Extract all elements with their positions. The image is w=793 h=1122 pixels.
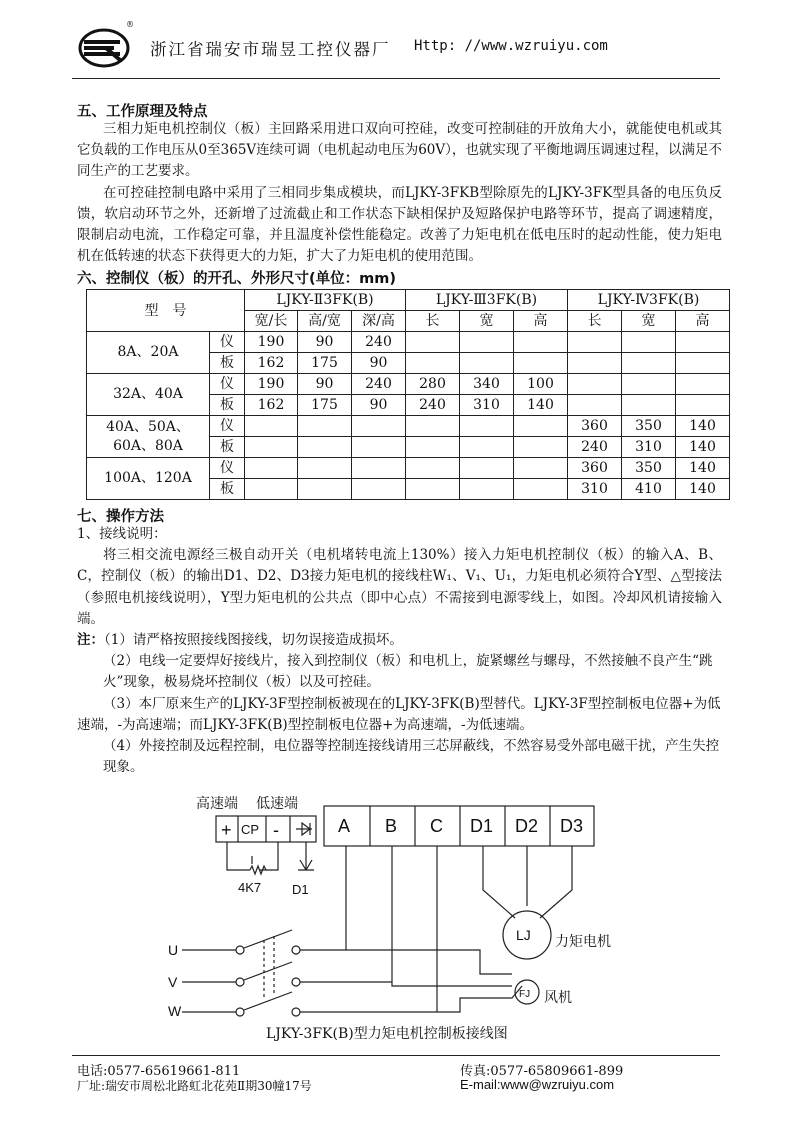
table-cell (568, 395, 622, 416)
table-kind-cell: 板 (210, 479, 245, 500)
table-cell: 240 (352, 374, 406, 395)
table-cell: 410 (622, 479, 676, 500)
header-divider (72, 78, 720, 79)
table-cell: 360 (568, 458, 622, 479)
table-cell: 162 (245, 353, 298, 374)
table-cell: 190 (245, 332, 298, 353)
table-cell (406, 353, 460, 374)
section6-title: 六、控制仪（板）的开孔、外形尺寸(单位：mm) (77, 271, 396, 287)
table-kind-cell: 仪 (210, 416, 245, 437)
table-cell (245, 479, 298, 500)
table-cell: 240 (406, 395, 460, 416)
table-sub-header: 长 (406, 311, 460, 332)
note-2: （2）电线一定要焊好接线片，接入到控制仪（板）和电机上，旋紧螺丝与螺母，不然接触不良产生“跳火”现象，极易烧坏控制仪（板）以及可控硅。 (103, 653, 713, 691)
table-cell: 90 (298, 374, 352, 395)
table-cell: 140 (676, 437, 730, 458)
table-cell: 140 (514, 395, 568, 416)
table-cell: 175 (298, 353, 352, 374)
table-cell: 240 (568, 437, 622, 458)
section5-title: 五、工作原理及特点 (77, 104, 208, 120)
table-cell: 140 (676, 479, 730, 500)
table-cell (245, 437, 298, 458)
terminal-diode-icon (296, 823, 312, 835)
note-label: 注： (77, 632, 104, 649)
table-cell (352, 416, 406, 437)
note-1-text: （1）请严格按照接线图接线，切勿误接造成损坏。 (104, 632, 403, 649)
table-cell (245, 458, 298, 479)
table-cell: 310 (460, 395, 514, 416)
table-cell: 280 (406, 374, 460, 395)
terminal-b: B (385, 816, 398, 836)
led-label: D1 (292, 882, 309, 897)
terminal-d2: D2 (515, 816, 539, 836)
table-cell (514, 353, 568, 374)
table-kind-cell: 板 (210, 353, 245, 374)
diagram-caption: LJKY-3FK(B)型力矩电机控制板接线图 (266, 1026, 508, 1042)
table-kind-cell: 仪 (210, 332, 245, 353)
table-cell (352, 479, 406, 500)
table-cell: 340 (460, 374, 514, 395)
table-sub-header: 高 (676, 311, 730, 332)
table-cell (514, 479, 568, 500)
footer-address: 厂址:瑞安市周松北路虹北花苑Ⅱ期30幢17号 (77, 1079, 312, 1093)
table-cell (460, 479, 514, 500)
table-cell (460, 437, 514, 458)
table-row (87, 458, 730, 479)
table-cell (460, 332, 514, 353)
table-cell (298, 479, 352, 500)
company-name: 浙江省瑞安市瑞昱工控仪器厂 (150, 40, 391, 59)
company-url: Http: //www.wzruiyu.com (414, 38, 608, 54)
table-cell (406, 416, 460, 437)
table-cell: 90 (352, 395, 406, 416)
table-row (87, 332, 730, 353)
table-cell (298, 416, 352, 437)
fan-label: 风机 (544, 989, 572, 1005)
table-sub-header: 高 (514, 311, 568, 332)
section5-body (77, 119, 722, 267)
table-cell: 350 (622, 458, 676, 479)
table-model-cell: 100A、120A (87, 458, 210, 500)
table-model-header: 型 号 (87, 290, 245, 332)
high-speed-label: 高速端 (196, 795, 238, 811)
table-cell (460, 416, 514, 437)
logo (76, 20, 138, 70)
terminal-minus: - (273, 820, 279, 840)
table-cell: 90 (352, 353, 406, 374)
table-sub-header: 宽/长 (245, 311, 298, 332)
table-cell (568, 374, 622, 395)
terminal-a: A (338, 816, 351, 836)
table-cell: 140 (676, 416, 730, 437)
table-cell (460, 458, 514, 479)
table-cell: 350 (622, 416, 676, 437)
note-1 (77, 630, 722, 651)
table-sub-header: 高/宽 (298, 311, 352, 332)
table-cell (676, 374, 730, 395)
note-4: （4）外接控制及远程控制，电位器等控制连接线请用三芯屏蔽线，不然容易受外部电磁干扰，产生失控现象。 (103, 738, 720, 776)
table-cell: 240 (352, 332, 406, 353)
wiring-subtitle: 1、接线说明： (77, 526, 167, 542)
table-cell: 360 (568, 416, 622, 437)
table-cell (676, 353, 730, 374)
table-cell (514, 458, 568, 479)
footer-email: E-mail:www@wzruiyu.com (460, 1077, 615, 1092)
table-cell (406, 437, 460, 458)
table-cell (298, 437, 352, 458)
resistor-label: 4K7 (238, 880, 262, 895)
table-kind-cell: 仪 (210, 374, 245, 395)
table-cell (406, 332, 460, 353)
terminal-cp: CP (241, 822, 260, 837)
dimension-table (86, 289, 730, 500)
section5-paragraph-1: 三相力矩电机控制仪（板）主回路采用进口双向可控硅，改变可控制硅的开放角大小，就能使电机或其它负载的工作电压从0至365V连续可调（电机起动电压为60V），也就实现了平衡地调压调速过程，以满足不同生产的工艺要求。 (77, 121, 722, 180)
table-cell (245, 416, 298, 437)
motor-symbol: LJ (516, 927, 531, 943)
breaker-switch-icon (244, 930, 292, 1010)
table-sub-header: 宽 (460, 311, 514, 332)
table-model-cell: 40A、50A、60A、80A (87, 416, 210, 458)
table-cell (622, 332, 676, 353)
table-cell: 190 (245, 374, 298, 395)
motor-label: 力矩电机 (555, 933, 611, 949)
phase-v: V (168, 974, 178, 990)
table-cell (406, 458, 460, 479)
section7-title: 七、操作方法 (77, 509, 164, 525)
phase-w: W (168, 1003, 182, 1019)
low-speed-label: 低速端 (256, 795, 298, 811)
registered-mark: ® (126, 20, 134, 29)
terminal-d1: D1 (470, 816, 494, 836)
table-cell (622, 374, 676, 395)
table-cell: 100 (514, 374, 568, 395)
footer-divider (72, 1055, 720, 1056)
table-model-cell: 32A、40A (87, 374, 210, 416)
table-group-header: LJKY-Ⅱ3FK(B) (245, 290, 406, 311)
wiring-paragraph: 将三相交流电源经三极自动开关（电机堵转电流上130%）接入力矩电机控制仪（板）的输入A、B、C，控制仪（板）的输出D1、D2、D3接力矩电机的接线柱W₁、V₁、U₁，力矩电机必须符合Y型、△型接法（参照电机接线说明），Y型力矩电机的公共点（即中心点）不需接到电源零线上，如图。冷却风机请接输入端。 (77, 547, 722, 627)
table-group-header: LJKY-Ⅳ3FK(B) (568, 290, 730, 311)
table-cell (622, 353, 676, 374)
table-kind-cell: 板 (210, 395, 245, 416)
table-cell (460, 353, 514, 374)
table-cell (514, 416, 568, 437)
table-cell (352, 458, 406, 479)
table-kind-cell: 仪 (210, 458, 245, 479)
table-cell (676, 395, 730, 416)
table-row (87, 374, 730, 395)
company-logo-icon (76, 24, 138, 70)
table-cell (298, 458, 352, 479)
table-cell (568, 332, 622, 353)
table-cell: 310 (568, 479, 622, 500)
table-cell: 140 (676, 458, 730, 479)
table-cell: 310 (622, 437, 676, 458)
table-kind-cell: 板 (210, 437, 245, 458)
table-sub-header: 宽 (622, 311, 676, 332)
table-cell (406, 479, 460, 500)
table-sub-header: 长 (568, 311, 622, 332)
table-cell (514, 437, 568, 458)
table-cell (352, 437, 406, 458)
table-sub-header: 深/高 (352, 311, 406, 332)
table-cell (622, 395, 676, 416)
table-cell: 162 (245, 395, 298, 416)
section7-body (77, 524, 722, 778)
section5-paragraph-2: 在可控硅控制电路中采用了三相同步集成模块，而LJKY-3FKB型除原先的LJKY-3FK型具备的电压负反馈，软启动环节之外，还新增了过流截止和工作状态下缺相保护及短路保护电路等环节，提高了调速精度，限制启动电流，工作稳定可靠，并且温度补偿性能稳定。改善了力矩电机在低电压时的起动性能，使力矩电机在低转速的状态下获得更大的力矩，扩大了力矩电机的使用范围。 (77, 184, 722, 265)
footer-phone: 电话:0577-65619661-811 (77, 1064, 241, 1079)
table-model-cell: 8A、20A (87, 332, 210, 374)
fan-symbol: FJ (519, 989, 531, 1000)
terminal-c: C (430, 816, 443, 836)
table-cell: 175 (298, 395, 352, 416)
note-3: （3）本厂原来生产的LJKY-3F型控制板被现在的LJKY-3FK(B)型替代。LJKY-3F型控制板电位器+为低速端，-为高速端；而LJKY-3FK(B)型控制板电位器+为高速端，-为低速端。 (77, 695, 721, 733)
table-cell: 90 (298, 332, 352, 353)
footer-fax: 传真:0577-65809661-899 (460, 1064, 624, 1079)
table-cell (568, 353, 622, 374)
main-terminal-block (324, 806, 594, 846)
terminal-d3: D3 (560, 816, 584, 836)
table-cell (676, 332, 730, 353)
table-cell (514, 332, 568, 353)
phase-u: U (168, 942, 179, 958)
table-row (87, 416, 730, 437)
wiring-diagram (160, 790, 640, 1030)
table-group-header: LJKY-Ⅲ3FK(B) (406, 290, 568, 311)
terminal-plus: + (221, 820, 232, 840)
